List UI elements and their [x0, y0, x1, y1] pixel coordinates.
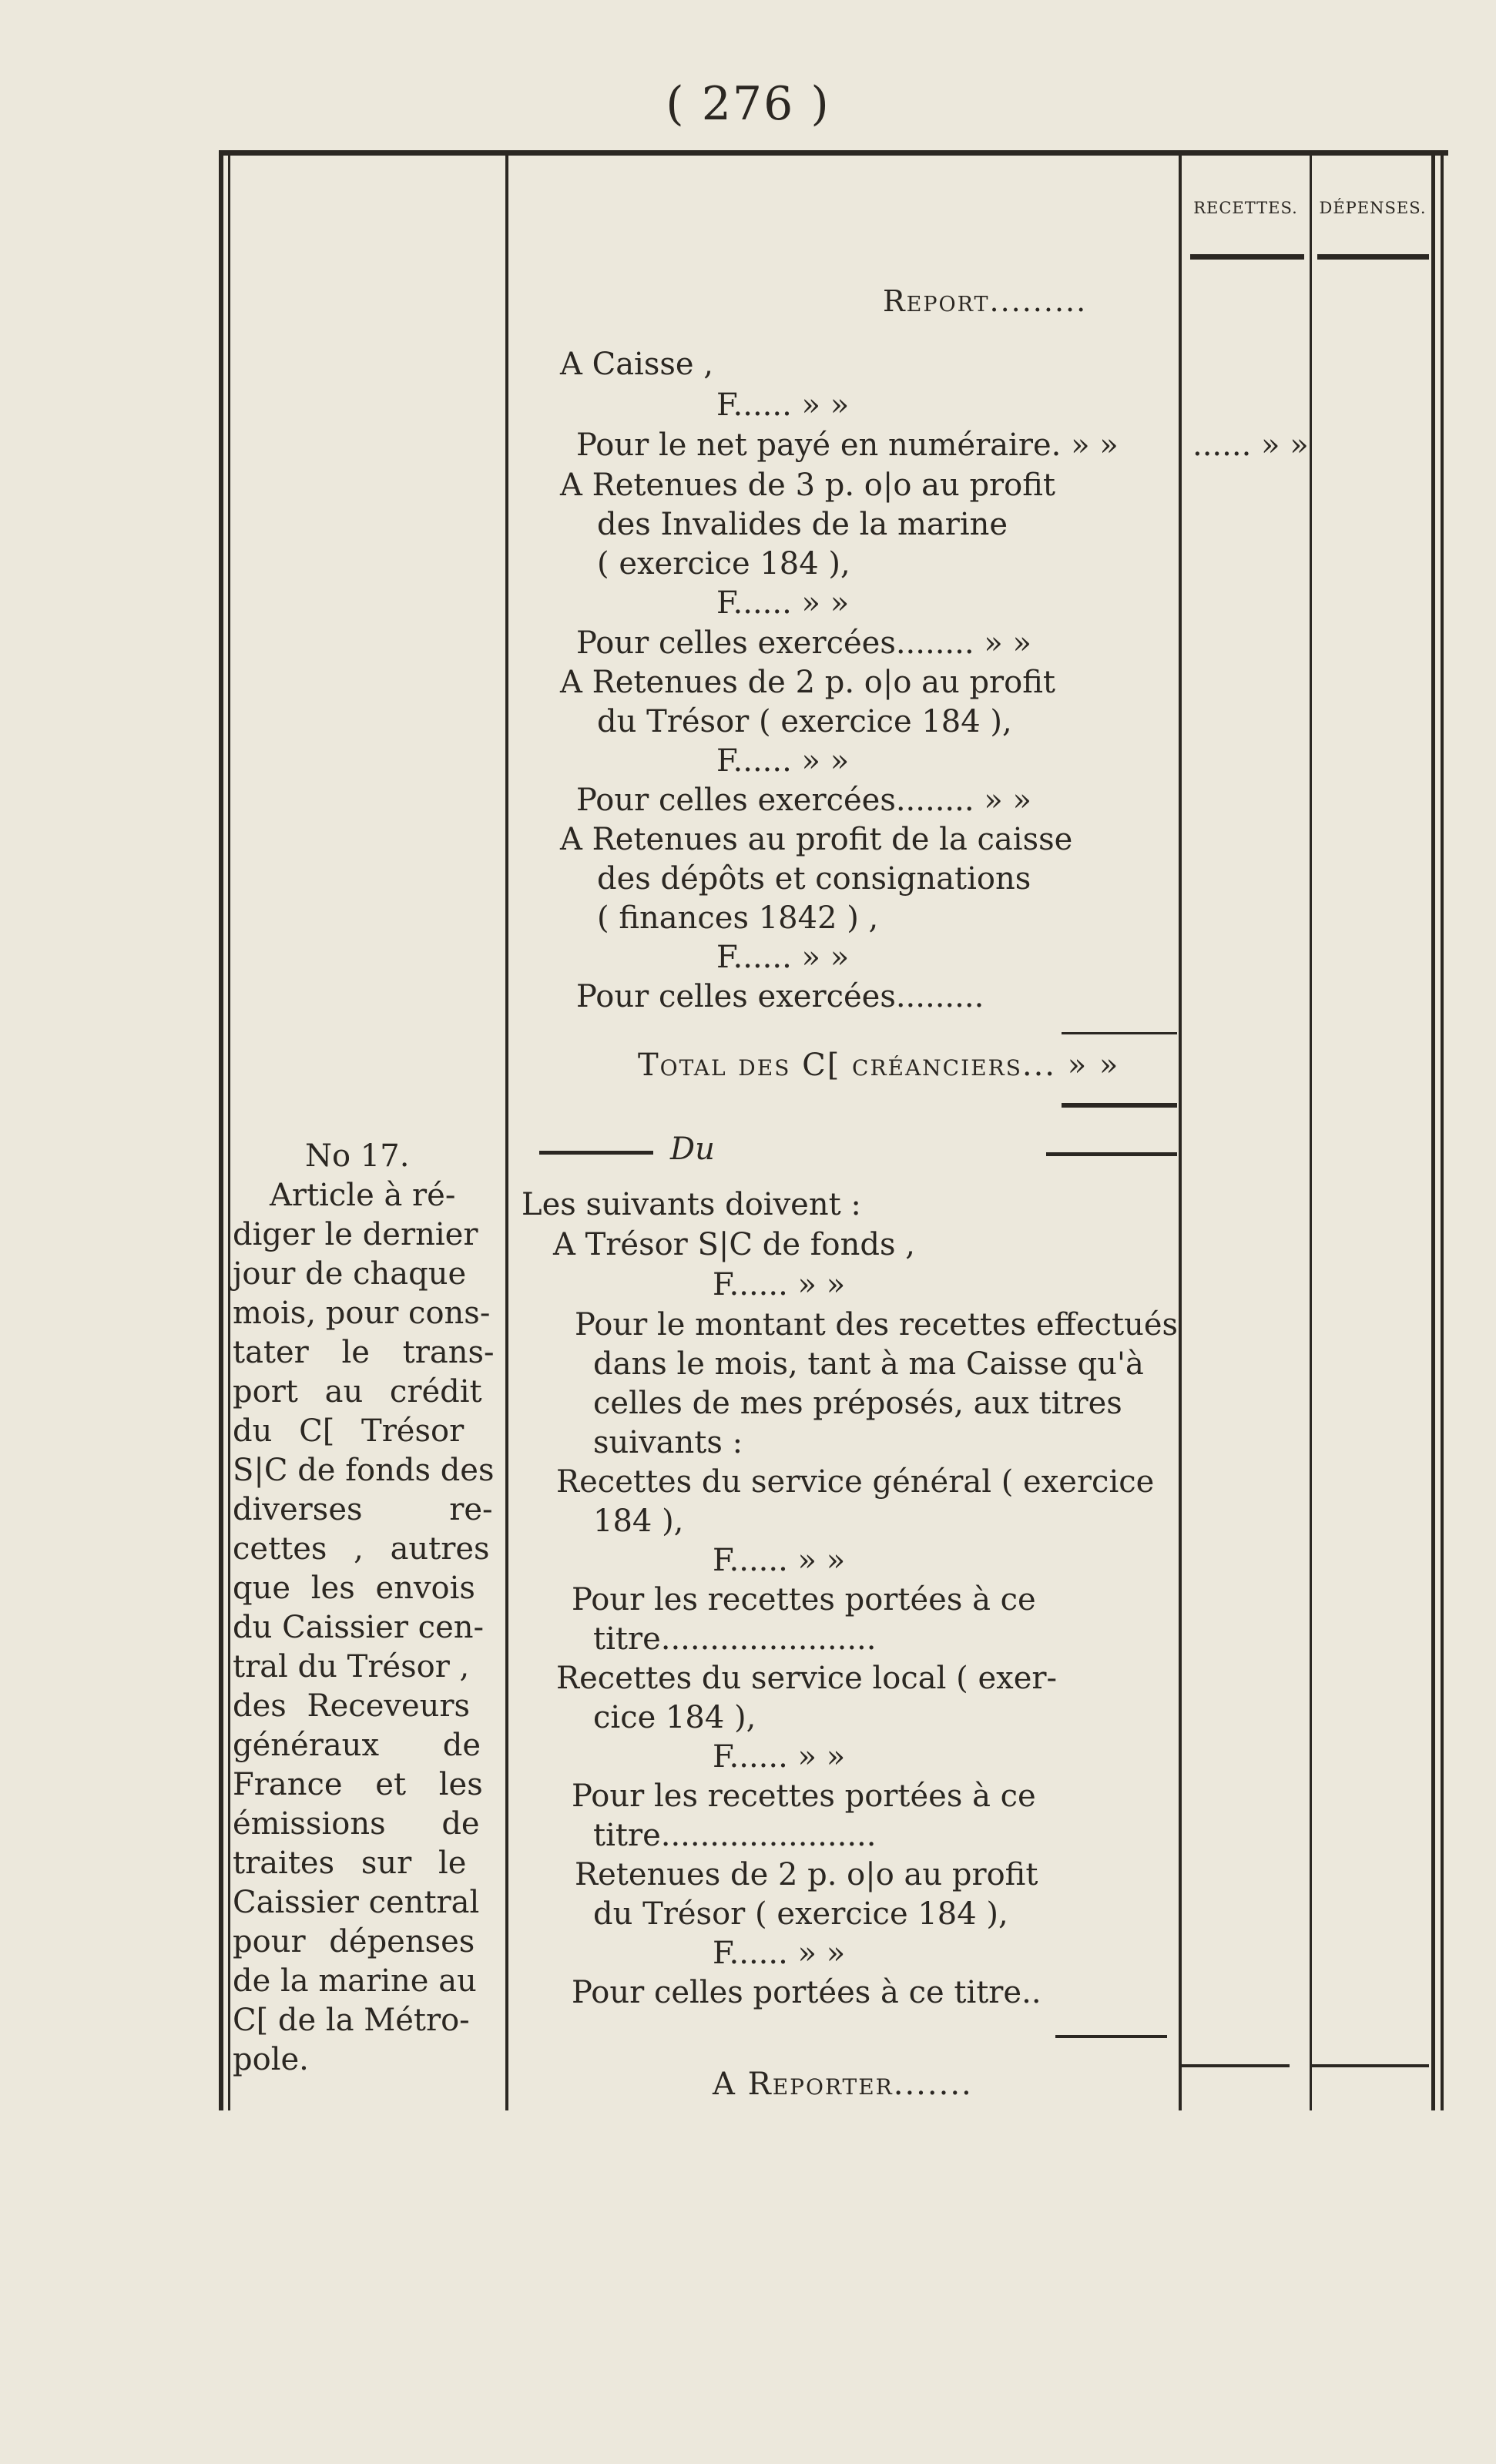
margin-line: diverses re-	[233, 1492, 493, 1527]
celles-exercees-2: Pour celles exercées........ » »	[576, 783, 1031, 818]
caisse-line: A Caisse ,	[560, 347, 714, 382]
total-creanciers-text: Total des C[ créanciers... » »	[638, 1048, 1120, 1083]
total-underline	[1062, 1103, 1177, 1108]
retenues-3-line-1: A Retenues de 3 p. o|o au profit	[560, 468, 1056, 503]
f-line-8: F...... » »	[713, 1936, 846, 1971]
header-recettes: RECETTES.	[1193, 199, 1298, 217]
margin-line: émissions de	[233, 1806, 480, 1842]
margin-line: mois, pour cons-	[233, 1296, 491, 1331]
margin-line: généraux de	[233, 1728, 481, 1763]
reporter-rule-depenses	[1310, 2064, 1429, 2067]
margin-line: diger le dernier	[233, 1217, 478, 1252]
montant-line-1: Pour le montant des recettes effectués	[575, 1307, 1179, 1343]
margin-line: jour de chaque	[233, 1256, 467, 1292]
du-rule-right	[1046, 1152, 1177, 1156]
f-line-2: F...... » »	[716, 585, 850, 621]
recettes-local-line-2: cice 184 ),	[593, 1700, 756, 1735]
margin-line: pole.	[233, 2042, 309, 2077]
portees-1-line-2: titre......................	[593, 1621, 877, 1657]
margin-line: C[ de la Métro-	[233, 2003, 470, 2038]
retenues-3-line-3: ( exercice 184 ),	[597, 546, 850, 582]
f-line-1: F...... » »	[716, 387, 850, 423]
recettes-divider	[1310, 154, 1312, 2110]
retenues-tresor-line-2: du Trésor ( exercice 184 ),	[593, 1896, 1008, 1932]
header-rule-depenses	[1317, 254, 1429, 260]
f-line-3: F...... » »	[716, 743, 850, 779]
retenues-caisse-line-2: des dépôts et consignations	[597, 861, 1031, 897]
montant-line-4: suivants :	[593, 1425, 743, 1460]
montant-line-2: dans le mois, tant à ma Caisse qu'à	[593, 1346, 1144, 1382]
tresor-line: A Trésor S|C de fonds ,	[553, 1227, 915, 1262]
right-border-outer	[1441, 150, 1444, 2110]
margin-line: tater le trans-	[233, 1335, 495, 1370]
margin-line: cettes , autres	[233, 1531, 490, 1567]
celles-exercees-1: Pour celles exercées........ » »	[576, 625, 1031, 661]
du-rule-left	[539, 1151, 653, 1155]
a-reporter-text: A Reporter.......	[713, 2067, 973, 2102]
text-divider	[1179, 154, 1182, 2110]
margin-line: S|C de fonds des	[233, 1453, 495, 1488]
portees-1-line-1: Pour les recettes portées à ce	[572, 1582, 1036, 1618]
margin-line: des Receveurs	[233, 1688, 471, 1724]
header-rule-recettes	[1190, 254, 1304, 260]
left-border-inner	[228, 150, 230, 2110]
portees-2-line-2: titre......................	[593, 1818, 877, 1853]
header-depenses: DÉPENSES.	[1319, 199, 1427, 217]
recettes-general-line-2: 184 ),	[593, 1504, 684, 1539]
retenues-3-line-2: des Invalides de la marine	[597, 507, 1008, 542]
margin-line: traites sur le	[233, 1845, 467, 1881]
retenues-caisse-line-1: A Retenues au profit de la caisse	[560, 822, 1073, 857]
recettes-general-line-1: Recettes du service général ( exercice	[556, 1464, 1155, 1500]
du-heading: Du	[670, 1131, 715, 1167]
net-paye-columns: ...... » »	[1192, 427, 1309, 463]
margin-line: France et les	[233, 1767, 483, 1802]
margin-line: de la marine au	[233, 1963, 477, 1999]
reporter-rule-text	[1055, 2035, 1167, 2038]
portees-3-line: Pour celles portées à ce titre..	[572, 1975, 1041, 2010]
margin-line: que les envois	[233, 1571, 475, 1606]
margin-line: du Caissier cen-	[233, 1610, 485, 1645]
f-line-4: F...... » »	[716, 940, 850, 975]
margin-line: tral du Trésor ,	[233, 1649, 470, 1685]
left-border	[219, 150, 223, 2110]
margin-line: pour dépenses	[233, 1924, 475, 1959]
margin-line: du C[ Trésor	[233, 1413, 465, 1449]
margin-line: port au crédit	[233, 1374, 482, 1410]
article-number: No 17.	[305, 1138, 410, 1174]
f-line-5: F...... » »	[713, 1267, 846, 1302]
retenues-caisse-line-3: ( finances 1842 ) ,	[597, 900, 879, 936]
reporter-rule-recettes	[1182, 2064, 1290, 2067]
margin-divider	[505, 154, 508, 2110]
page-number: ( 276 )	[666, 77, 830, 131]
f-line-7: F...... » »	[713, 1739, 846, 1775]
retenues-2-line-1: A Retenues de 2 p. o|o au profit	[560, 665, 1056, 700]
total-rule	[1062, 1032, 1177, 1034]
total-creanciers	[638, 1050, 1119, 1081]
a-reporter-label	[713, 2069, 973, 2100]
right-border	[1431, 150, 1435, 2110]
montant-line-3: celles de mes préposés, aux titres	[593, 1386, 1122, 1421]
retenues-tresor-line-1: Retenues de 2 p. o|o au profit	[575, 1857, 1038, 1892]
celles-exercees-3: Pour celles exercées.........	[576, 979, 984, 1014]
net-paye-line: Pour le net payé en numéraire. » »	[576, 427, 1119, 463]
margin-line: Article à ré-	[270, 1178, 456, 1213]
retenues-2-line-2: du Trésor ( exercice 184 ),	[597, 704, 1012, 739]
recettes-local-line-1: Recettes du service local ( exer-	[556, 1661, 1057, 1696]
f-line-6: F...... » »	[713, 1543, 846, 1578]
top-rule	[223, 150, 1448, 156]
report-label: Report.........	[883, 284, 1088, 318]
suivants-doivent: Les suivants doivent :	[522, 1187, 861, 1222]
margin-line: Caissier central	[233, 1885, 480, 1920]
portees-2-line-1: Pour les recettes portées à ce	[572, 1778, 1036, 1814]
